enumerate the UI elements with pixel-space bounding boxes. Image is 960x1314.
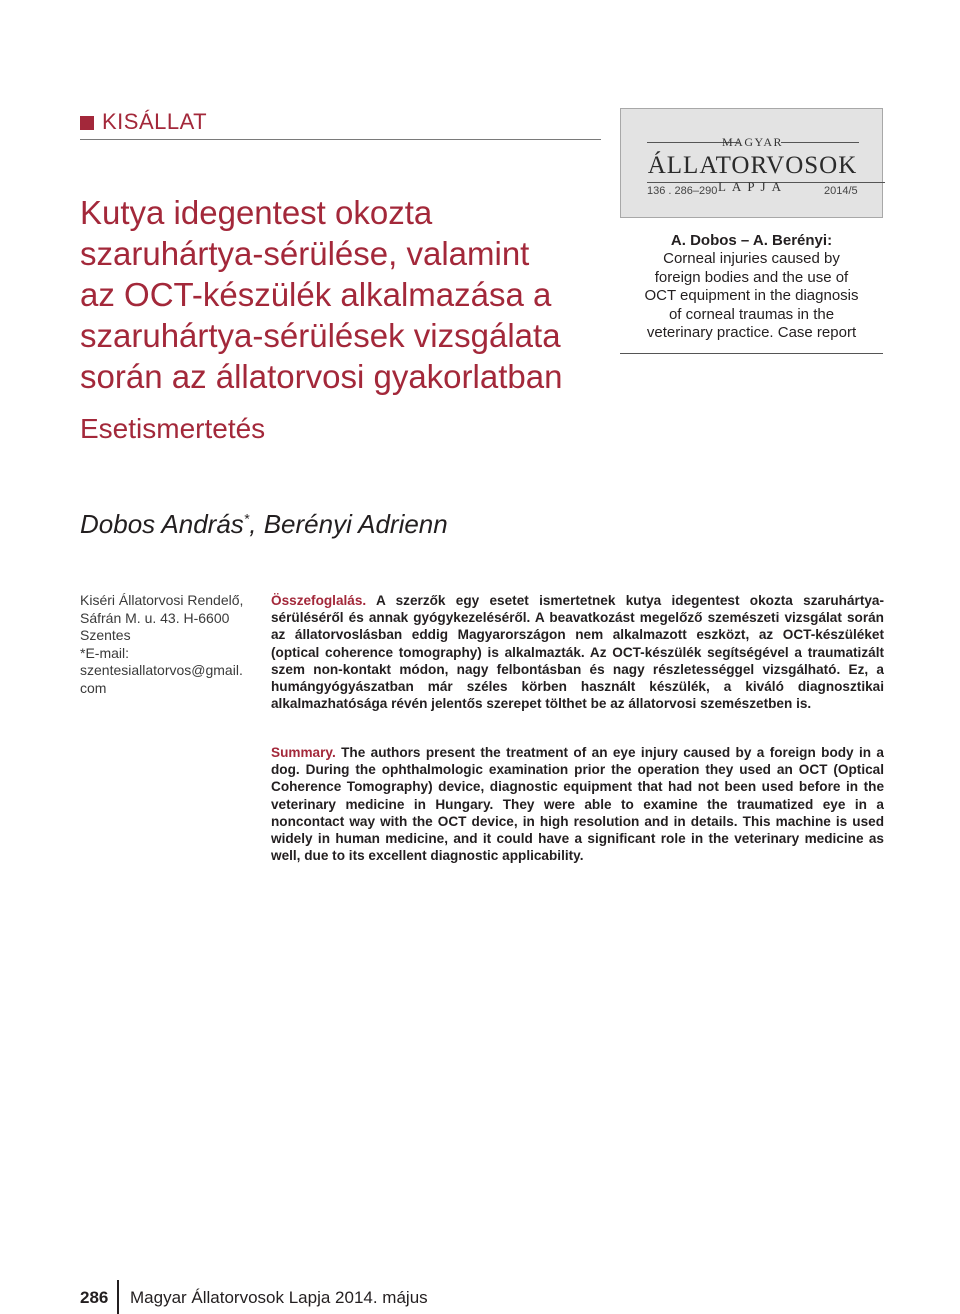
affiliation-line: com xyxy=(80,679,107,696)
author-primary: Dobos András xyxy=(80,509,244,539)
abstract-english-text: The authors present the treatment of an eye injury caused by a foreign body in a dog. During the ophthalmologic examination prior the operation they used an OCT (Optical Coherence Tomography) device, diagnostic equipment that had not been used before in the veterinary medicine in Hungary. They were able to examine the traumatized eye in a noncontact way with the OCT device, in high resolution and in details. This machine is used widely in human medicine, and it could have a significant role in the veterinary medicine as well, due to its excellent diagnostic applicability. xyxy=(271,745,884,864)
abstract-hungarian xyxy=(271,592,884,712)
article-type: Esetismertetés xyxy=(80,413,266,444)
affiliation-line: *E-mail: xyxy=(80,644,130,661)
title-line: szaruhártya-sérülések vizsgálata xyxy=(80,317,561,354)
author-list xyxy=(80,509,448,540)
masthead-title: ÁLLATORVOSOK xyxy=(647,152,858,179)
journal-masthead xyxy=(620,108,883,218)
title-line: során az állatorvosi gyakorlatban xyxy=(80,358,563,395)
title-line: szaruhártya-sérülése, valamint xyxy=(80,235,530,272)
abstract-hungarian-label: Összefoglalás. xyxy=(271,593,367,608)
article-title xyxy=(80,192,620,397)
abstract-english xyxy=(271,744,884,864)
english-title-line: foreign bodies and the use of xyxy=(654,268,849,286)
corresponding-mark: * xyxy=(243,510,250,527)
section-label: KISÁLLAT xyxy=(102,109,208,134)
footer-journal: Magyar Állatorvosok Lapja 2014. május xyxy=(130,1288,428,1307)
footer-divider xyxy=(117,1280,119,1314)
masthead-magyar: MAGYAR xyxy=(721,135,783,149)
english-title-line: veterinary practice. Case report xyxy=(646,324,857,341)
english-authors: A. Dobos – A. Berényi: xyxy=(670,232,833,249)
english-ref-divider xyxy=(620,353,883,354)
masthead-lapja: LAPJA xyxy=(717,179,787,194)
masthead-date: 2014/5 xyxy=(824,185,858,197)
author-secondary: , Berényi Adrienn xyxy=(249,509,448,539)
affiliation-line: Kiséri Állatorvosi Rendelő, xyxy=(80,592,244,608)
english-title-line: Corneal injuries caused by xyxy=(663,250,840,267)
affiliation-line: Sáfrán M. u. 43. H-6600 xyxy=(80,609,230,626)
title-line: az OCT-készülék alkalmazása a xyxy=(80,276,552,313)
affiliation xyxy=(80,592,260,697)
english-title-line: of corneal traumas in the xyxy=(668,305,835,323)
page-number: 286 xyxy=(80,1288,109,1307)
masthead-issue: 136 . 286–290 xyxy=(647,185,718,197)
title-line: Kutya idegentest okozta xyxy=(80,194,433,231)
section-divider xyxy=(80,139,601,140)
affiliation-line: szentesiallatorvos@gmail. xyxy=(80,662,243,678)
english-title xyxy=(620,250,883,343)
affiliation-line: Szentes xyxy=(80,627,131,643)
english-title-line: OCT equipment in the diagnosis xyxy=(644,287,859,304)
section-marker-square xyxy=(80,116,94,130)
abstract-hungarian-text: A szerzők egy esetet ismertetnek kutya idegentest okozta szaruhártya-sérüléséről és annak gyógykezeléséről. A beavatkozást megelőző szemészeti vizsgálat során az állatorvoslásban eddig Magyarországon nem alkalmazott eszközt, az OCT-készüléket (optical coherence tomography) is alkalmazták. Az OCT-készülék segítségével a traumatizált szem non-kontakt módon, nagy felbontásban és nagy részletességgel vizsgálható. Ez, a humángyógyászatban már széles körben használt készülék, a kiváló diagnosztikai alkalmazhatósága révén jelentős szerepet tölthet be az állatorvosi szemészetben is. xyxy=(271,593,884,712)
abstract-english-label: Summary. xyxy=(271,745,336,760)
